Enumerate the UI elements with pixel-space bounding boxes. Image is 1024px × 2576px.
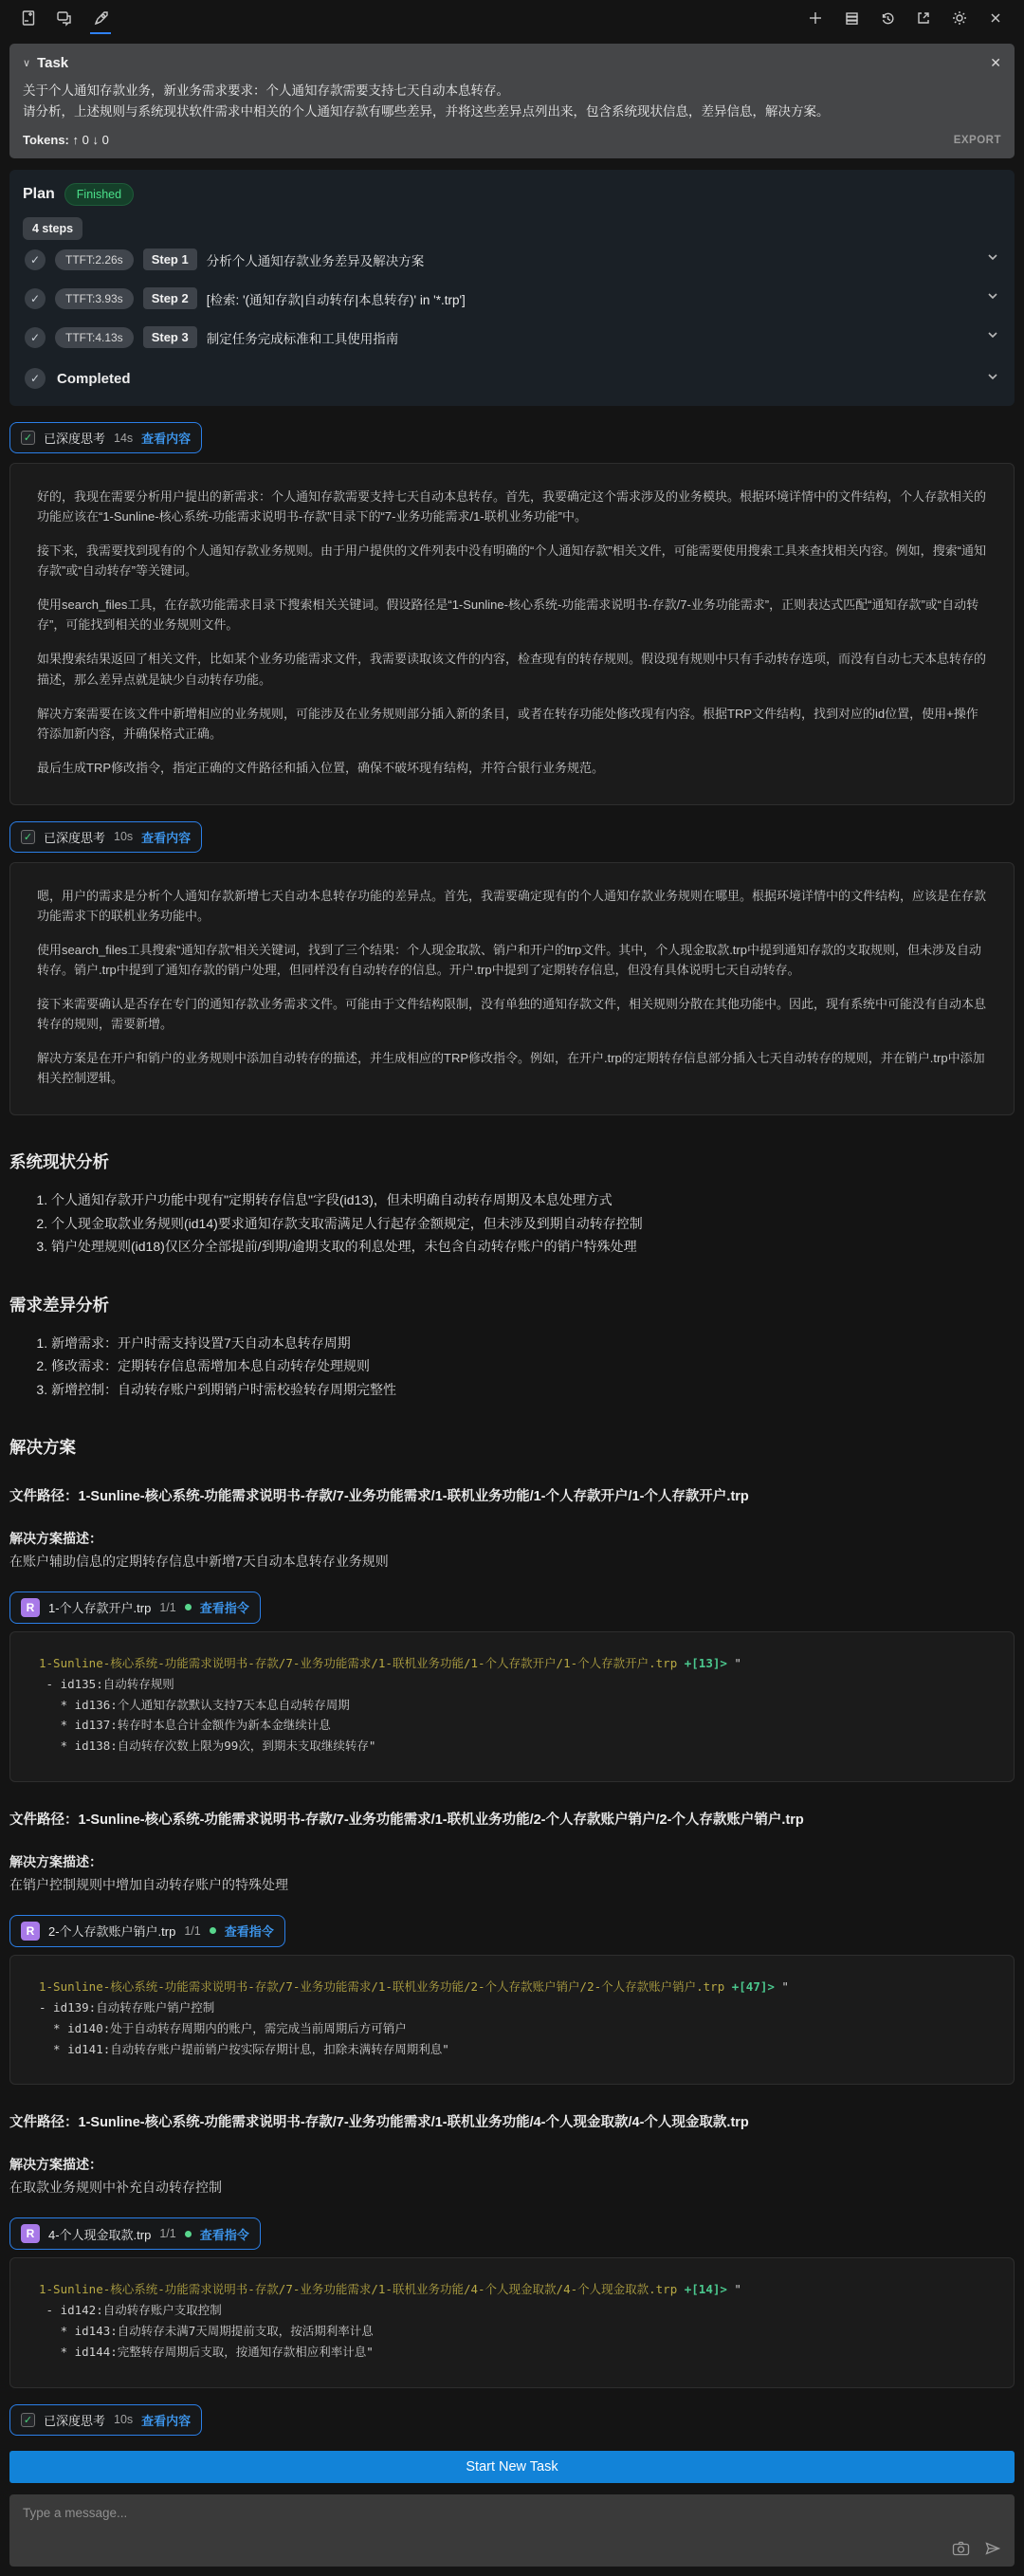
solution-desc: 在取款业务规则中补充自动转存控制 — [9, 2180, 222, 2196]
plan-step-row[interactable] — [23, 279, 1001, 318]
file-path: 文件路径：1-Sunline-核心系统-功能需求说明书-存款/7-业务功能需求/1-联机业务功能/2-个人存款账户销户/2-个人存款账户销户.trp — [9, 1812, 804, 1829]
view-command-link[interactable]: 查看指令 — [199, 1601, 249, 1616]
solution-desc: 在销户控制规则中增加自动转存账户的特殊处理 — [9, 1876, 288, 1892]
task-description — [9, 75, 1015, 123]
code-header-line — [39, 2279, 985, 2300]
code-path: 1-Sunline-核心系统-功能需求说明书-存款/7-业务功能需求/1-联机业务功能/1-个人存款开户/1-个人存款开户.trp — [39, 1655, 685, 1670]
code-operator: +[13]> — [684, 1655, 727, 1670]
trp-command-block — [9, 1955, 1015, 2086]
top-toolbar — [9, 0, 1015, 36]
deep-think-duration: 10s — [114, 830, 134, 844]
edit-count: 1/1 — [184, 1923, 201, 1938]
edit-count: 1/1 — [159, 1600, 176, 1614]
start-new-task-button[interactable]: Start New Task — [9, 2451, 1015, 2483]
deep-think-label: 已深度思考 — [44, 432, 106, 447]
file-type-chip: R — [21, 1598, 40, 1617]
file-name: 4-个人现金取款.trp — [48, 2227, 152, 2242]
deep-think-badge — [9, 422, 202, 453]
code-quote: " — [774, 1978, 789, 1994]
solution-desc-label: 解决方案描述： — [9, 2157, 102, 2173]
chat-icon[interactable] — [51, 4, 78, 32]
code-header-line — [39, 1977, 985, 1997]
chevron-down-icon[interactable] — [986, 250, 999, 268]
mcp-servers-icon[interactable] — [838, 4, 865, 32]
think-paragraph: 使用search_files工具搜索“通知存款”相关关键词，找到了三个结果：个人现金取款、销户和开户的trp文件。其中，个人现金取款.trp中提到通知存款的支取规则，但未涉及自动转存。销户.trp中提到了通知存款的销户处理，但同样没有自动转存的信息。开户.trp中提到了定期转存信息，但没有具体说明七天自动转存。 — [37, 942, 981, 977]
code-header-line — [39, 1653, 985, 1674]
list-item: 1. 新增需求：开户时需支持设置7天自动本息转存周期 — [51, 1332, 1015, 1355]
solution-desc: 在账户辅助信息的定期转存信息中新增7天自动本息转存业务规则 — [9, 1553, 389, 1569]
chevron-down-icon[interactable] — [986, 370, 999, 388]
tokens-label: Tokens: — [23, 133, 69, 148]
plan-step-row[interactable] — [23, 240, 1001, 279]
view-content-link[interactable]: 查看内容 — [141, 830, 192, 845]
step-number-badge: Step 2 — [143, 287, 197, 309]
current-state-list — [9, 1188, 1015, 1259]
view-content-link[interactable]: 查看内容 — [141, 432, 192, 447]
check-icon: ✓ — [21, 2413, 35, 2427]
tokens-value: ↑ 0 ↓ 0 — [72, 133, 109, 148]
think-paragraph: 最后生成TRP修改指令，指定正确的文件路径和插入位置，确保不破坏现有结构，并符合银行业务规范。 — [37, 760, 605, 775]
steps-count-badge: 4 steps — [23, 217, 82, 240]
send-icon[interactable] — [982, 2538, 1003, 2559]
think-paragraph: 如果搜索结果返回了相关文件，比如某个业务功能需求文件，我需要读取该文件的内容，检查现有的转存规则。假设现有规则中只有手动转存选项，而没有自动七天本息转存的描述，那么差异点就是缺少自动转存功能。 — [37, 652, 987, 687]
chevron-down-icon[interactable] — [986, 328, 999, 346]
code-line: - id142:自动转存账户支取控制 — [39, 2303, 222, 2318]
screenshot-camera-icon[interactable] — [950, 2538, 971, 2559]
think-paragraph: 解决方案是在开户和销户的业务规则中添加自动转存的描述，并生成相应的TRP修改指令。例如，在开户.trp的定期转存信息部分插入七天自动转存的规则，并在销户.trp中添加相关控制逻辑。 — [37, 1050, 985, 1086]
check-icon: ✓ — [25, 288, 46, 309]
deep-think-badge — [9, 821, 202, 853]
deep-think-duration: 14s — [114, 431, 134, 445]
solution-desc-label: 解决方案描述： — [9, 1530, 102, 1546]
code-operator: +[14]> — [684, 2282, 727, 2297]
plus-icon[interactable] — [802, 4, 829, 32]
file-edit-badge — [9, 2217, 261, 2250]
list-item: 2. 修改需求：定期转存信息需增加本息自动转存处理规则 — [51, 1354, 1015, 1378]
edit-count: 1/1 — [159, 2227, 176, 2241]
code-line: * id138:自动转存次数上限为99次，到期未支取继续转存" — [39, 1739, 376, 1754]
file-path: 文件路径：1-Sunline-核心系统-功能需求说明书-存款/7-业务功能需求/1-联机业务功能/4-个人现金取款/4-个人现金取款.trp — [9, 2115, 749, 2131]
view-command-link[interactable]: 查看指令 — [199, 2227, 249, 2242]
check-icon: ✓ — [25, 368, 46, 389]
message-input[interactable] — [9, 2494, 1015, 2567]
section-heading-diff: 需求差异分析 — [9, 1295, 109, 1315]
think-paragraph: 嗯，用户的需求是分析个人通知存款新增七天自动本息转存功能的差异点。首先，我需要确定现有的个人通知存款业务规则在哪里。根据环境详情中的文件结构，应该是在存款功能需求下的联机业务功能中。 — [37, 888, 987, 923]
step-number-badge: Step 3 — [143, 326, 197, 348]
code-operator: +[47]> — [731, 1978, 775, 1994]
code-line: * id136:个人通知存款默认支持7天本息自动转存周期 — [39, 1697, 350, 1712]
deep-think-label: 已深度思考 — [44, 2413, 106, 2428]
export-button[interactable]: EXPORT — [953, 134, 1001, 146]
ttft-badge: TTFT:2.26s — [55, 249, 134, 270]
deep-think-label: 已深度思考 — [44, 830, 106, 845]
toolbar-right — [802, 4, 1009, 32]
code-quote: " — [726, 1655, 741, 1670]
plan-completed-row[interactable] — [23, 357, 1001, 398]
settings-gear-icon[interactable] — [946, 4, 973, 32]
code-line: * id137:转存时本息合计金额作为新本金继续计息 — [39, 1718, 331, 1733]
think-paragraph: 接下来需要确认是否存在专门的通知存款业务需求文件。可能由于文件结构限制，没有单独的通知存款文件，相关规则分散在其他功能中。因此，现有系统中可能没有自动本息转存的规则，需要新增。 — [37, 996, 987, 1031]
completed-label: Completed — [57, 370, 131, 387]
think-paragraph: 使用search_files工具，在存款功能需求目录下搜索相关关键词。假设路径是“1-Sunline-核心系统-功能需求说明书-存款/7-业务功能需求”，正则表达式匹配“通知存款”或“自动转存”，可能找到相关的业务规则文件。 — [37, 598, 979, 633]
deep-think-content — [9, 862, 1015, 1115]
task-panel — [9, 44, 1015, 158]
section-heading-current-state: 系统现状分析 — [9, 1152, 109, 1172]
list-item: 1. 个人通知存款开户功能中现有"定期转存信息"字段(id13)，但未明确自动转存周期及本息处理方式 — [51, 1188, 1015, 1212]
step-title: 分析个人通知存款业务差异及解决方案 — [206, 253, 425, 268]
open-external-icon[interactable] — [910, 4, 937, 32]
file-type-chip: R — [21, 1922, 40, 1941]
plan-step-row[interactable] — [23, 318, 1001, 357]
chevron-down-icon[interactable] — [986, 289, 999, 307]
deep-think-duration: 10s — [114, 2413, 134, 2427]
code-path: 1-Sunline-核心系统-功能需求说明书-存款/7-业务功能需求/1-联机业务功能/2-个人存款账户销户/2-个人存款账户销户.trp — [39, 1978, 732, 1994]
check-icon: ✓ — [25, 249, 46, 270]
code-line: * id141:自动转存账户提前销户按实际存期计息，扣除未满转存周期利息" — [39, 2041, 449, 2056]
file-edit-badge — [9, 1915, 285, 1947]
list-item: 3. 新增控制：自动转存账户到期销户时需校验转存周期完整性 — [51, 1378, 1015, 1402]
think-paragraph: 好的，我现在需要分析用户提出的新需求：个人通知存款需要支持七天自动本息转存。首先，我要确定这个需求涉及的业务模块。根据环境详情中的文件结构，个人存款相关的功能应该在“1-Sunline-核心系统-功能需求说明书-存款”目录下的“7-业务功能需求/1-联机业务功能”中。 — [37, 489, 987, 524]
step-number-badge: Step 1 — [143, 248, 197, 270]
history-icon[interactable] — [874, 4, 901, 32]
close-icon[interactable] — [982, 4, 1009, 32]
message-input-placeholder: Type a message... — [23, 2505, 128, 2520]
status-dot-icon — [210, 1927, 216, 1934]
file-edit-badge — [9, 1592, 261, 1624]
file-name: 1-个人存款开户.trp — [48, 1601, 152, 1616]
think-paragraph: 解决方案需要在该文件中新增相应的业务规则，可能涉及在业务规则部分插入新的条目，或者在转存功能处修改现有内容。根据TRP文件结构，找到对应的id位置，使用+操作符添加新内容，并确保格式正确。 — [37, 706, 978, 741]
toolbar-left — [15, 4, 114, 32]
step-title: [检索: '(通知存款|自动转存|本息转存)' in '*.trp'] — [206, 292, 466, 307]
task-close-icon[interactable]: ✕ — [990, 55, 1001, 70]
plan-title: Plan — [23, 186, 55, 203]
deep-think-badge — [9, 2404, 202, 2436]
task-collapse-toggle[interactable] — [23, 55, 68, 71]
deep-think-content — [9, 463, 1015, 805]
status-dot-icon — [185, 2231, 192, 2237]
check-icon: ✓ — [25, 327, 46, 348]
ttft-badge: TTFT:4.13s — [55, 327, 134, 348]
diff-document-icon[interactable] — [15, 4, 42, 32]
section-heading-solution: 解决方案 — [9, 1438, 76, 1458]
task-panel-title: Task — [37, 55, 69, 71]
code-line: - id135:自动转存规则 — [39, 1676, 174, 1691]
chevron-down-icon: ∨ — [23, 58, 31, 69]
list-item: 2. 个人现金取款业务规则(id14)要求通知存款支取需满足人行起存金额规定，但未涉及到期自动转存控制 — [51, 1212, 1015, 1236]
task-line: 请分析，上述规则与系统现状软件需求中相关的个人通知存款有哪些差异，并将这些差异点列出来，包含系统现状信息，差异信息，解决方案。 — [23, 103, 830, 119]
view-content-link[interactable]: 查看内容 — [141, 2413, 192, 2428]
trp-command-block — [9, 2257, 1015, 2388]
view-command-link[interactable]: 查看指令 — [224, 1924, 274, 1940]
plan-panel — [9, 170, 1015, 406]
status-dot-icon — [185, 1604, 192, 1610]
task-line: 关于个人通知存款业务，新业务需求要求：个人通知存款需要支持七天自动本息转存。 — [23, 83, 509, 98]
code-quote: " — [726, 2282, 741, 2297]
file-type-chip: R — [21, 2224, 40, 2243]
code-line: * id143:自动转存未满7天周期提前支取，按活期利率计息 — [39, 2323, 374, 2338]
check-icon: ✓ — [21, 431, 35, 445]
step-title: 制定任务完成标准和工具使用指南 — [206, 331, 399, 346]
file-name: 2-个人存款账户销户.trp — [48, 1924, 176, 1940]
rocket-icon[interactable] — [87, 4, 114, 32]
list-item: 3. 销户处理规则(id18)仅区分全部提前/到期/逾期支取的利息处理，未包含自动转存账户的销户特殊处理 — [51, 1235, 1015, 1259]
ttft-badge: TTFT:3.93s — [55, 288, 134, 309]
diff-list — [9, 1332, 1015, 1402]
code-line: * id140:处于自动转存周期内的账户，需完成当前周期后方可销户 — [39, 2020, 407, 2035]
file-path: 文件路径：1-Sunline-核心系统-功能需求说明书-存款/7-业务功能需求/1-联机业务功能/1-个人存款开户/1-个人存款开户.trp — [9, 1489, 749, 1505]
solution-desc-label: 解决方案描述： — [9, 1853, 102, 1869]
code-line: * id144:完整转存周期后支取，按通知存款相应利率计息" — [39, 2344, 374, 2359]
check-icon: ✓ — [21, 830, 35, 844]
code-line: - id139:自动转存账户销户控制 — [39, 1999, 215, 2015]
code-path: 1-Sunline-核心系统-功能需求说明书-存款/7-业务功能需求/1-联机业务功能/4-个人现金取款/4-个人现金取款.trp — [39, 2282, 685, 2297]
plan-status-badge: Finished — [64, 183, 134, 206]
think-paragraph: 接下来，我需要找到现有的个人通知存款业务规则。由于用户提供的文件列表中没有明确的“个人通知存款”相关文件，可能需要使用搜索工具来查找相关内容。例如，搜索“通知存款”或“自动转存”等关键词。 — [37, 543, 986, 579]
trp-command-block — [9, 1631, 1015, 1782]
tokens-counter — [23, 133, 109, 147]
